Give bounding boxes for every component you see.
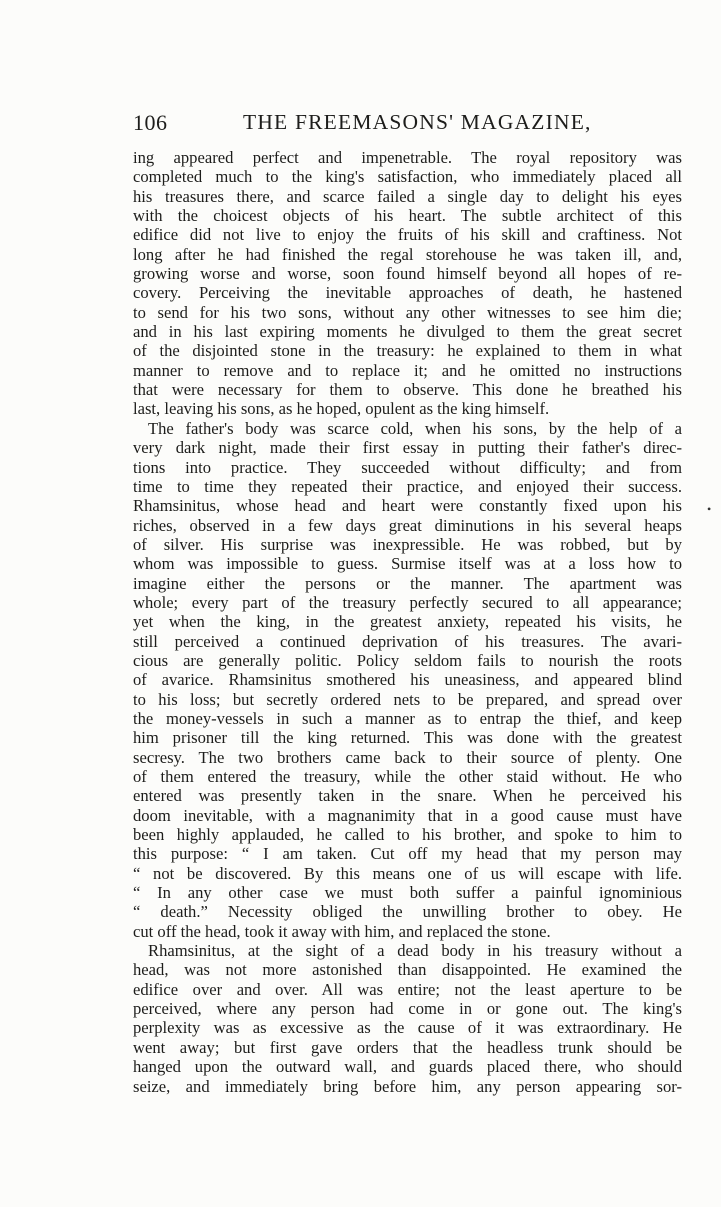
text-line: manner to remove and to replace it; and he omitted no instructions (133, 360, 682, 380)
text-line: went away; but first gave orders that the headless trunk should be (133, 1037, 682, 1057)
text-line: yet when the king, in the greatest anxiety, repeated his visits, he (133, 612, 682, 632)
text-line: of them entered the treasury, while the other staid without. He who (133, 767, 682, 786)
text-line: with the choicest objects of his heart. The subtle architect of this (133, 206, 682, 226)
text-line: long after he had finished the regal storehouse he was taken ill, and, (133, 244, 682, 264)
paragraph (133, 941, 682, 1096)
text-line: “ death.” Necessity obliged the unwilling brother to obey. He (133, 902, 682, 922)
page-number: 106 (133, 110, 168, 135)
margin-dot-mark: • (707, 502, 712, 516)
text-line: perceived, where any person had come in or gone out. The king's (133, 999, 682, 1019)
text-line: of silver. His surprise was inexpressible. He was robbed, but by (133, 534, 682, 554)
text-line: ing appeared perfect and impenetrable. The royal repository was (133, 148, 682, 167)
text-line: secresy. The two brothers came back to their source of plenty. One (133, 747, 682, 767)
text-line: Rhamsinitus, whose head and heart were constantly fixed upon his (133, 496, 682, 516)
text-line: his treasures there, and scarce failed a single day to delight his eyes (133, 186, 682, 206)
text-line: entered was presently taken in the snare. When he perceived his (133, 786, 682, 806)
paragraph (133, 419, 682, 941)
text-line: cious are generally politic. Policy seldom fails to nourish the roots (133, 650, 682, 670)
text-line: Rhamsinitus, at the sight of a dead body in his treasury without a (148, 941, 682, 961)
text-line: this purpose: “ I am taken. Cut off my head that my person may (133, 844, 682, 864)
text-line: that were necessary for them to observe. This done he breathed his (133, 380, 682, 400)
text-line: last, leaving his sons, as he hoped, opulent as the king himself. (133, 399, 550, 419)
text-line: growing worse and worse, soon found himself beyond all hopes of re- (133, 264, 682, 284)
text-line: tions into practice. They succeeded without difficulty; and from (133, 457, 682, 477)
text-line: very dark night, made their first essay in putting their father's direc- (133, 438, 682, 458)
text-line: hanged upon the outward wall, and guards placed there, who should (133, 1057, 682, 1077)
text-line: imagine either the persons or the manner. The apartment was (133, 573, 682, 593)
text-line: The father's body was scarce cold, when his sons, by the help of a (148, 418, 682, 438)
text-line: of avarice. Rhamsinitus smothered his uneasiness, and appeared blind (133, 670, 682, 690)
text-line: the money-vessels in such a manner as to entrap the thief, and keep (133, 708, 682, 728)
text-line: been highly applauded, he called to his brother, and spoke to him to (133, 825, 682, 845)
text-line: whom was impossible to guess. Surmise itself was at a loss how to (133, 554, 682, 574)
text-line: seize, and immediately bring before him, any person appearing sor- (133, 1076, 682, 1096)
text-line: riches, observed in a few days great diminutions in his several heaps (133, 515, 682, 535)
text-line: “ not be discovered. By this means one of us will escape with life. (133, 863, 682, 883)
text-line: cut off the head, took it away with him, and replaced the stone. (133, 921, 551, 941)
text-line: to his loss; but secretly ordered nets to be prepared, and spread over (133, 689, 682, 709)
text-line: to send for his two sons, without any other witnesses to see him die; (133, 302, 682, 322)
text-line: completed much to the king's satisfaction, who immediately placed all (133, 167, 682, 187)
text-line: and in his last expiring moments he divulged to them the great secret (133, 322, 682, 342)
text-line: head, was not more astonished than disappointed. He examined the (133, 960, 682, 980)
text-line: perplexity was as excessive as the cause of it was extraordinary. He (133, 1018, 682, 1038)
body-text (133, 148, 682, 1096)
text-line: him prisoner till the king returned. This was done with the greatest (133, 728, 682, 748)
text-line: edifice did not live to enjoy the fruits of his skill and craftiness. Not (133, 225, 682, 245)
paragraph (133, 148, 682, 419)
text-line: of the disjointed stone in the treasury: he explained to them in what (133, 341, 682, 361)
text-line: whole; every part of the treasury perfectly secured to all appearance; (133, 592, 682, 612)
page-header (133, 110, 683, 138)
text-line: “ In any other case we must both suffer a painful ignominious (133, 883, 682, 903)
text-line: doom inevitable, with a magnanimity that in a good cause must have (133, 805, 682, 825)
text-line: edifice over and over. All was entire; not the least aperture to be (133, 979, 682, 999)
text-line: time to time they repeated their practice, and enjoyed their success. (133, 476, 682, 496)
text-line: covery. Perceiving the inevitable approaches of death, he hastened (133, 283, 682, 303)
text-line: still perceived a continued deprivation of his treasures. The avari- (133, 631, 682, 651)
running-title: THE FREEMASONS' MAGAZINE, (243, 110, 592, 134)
